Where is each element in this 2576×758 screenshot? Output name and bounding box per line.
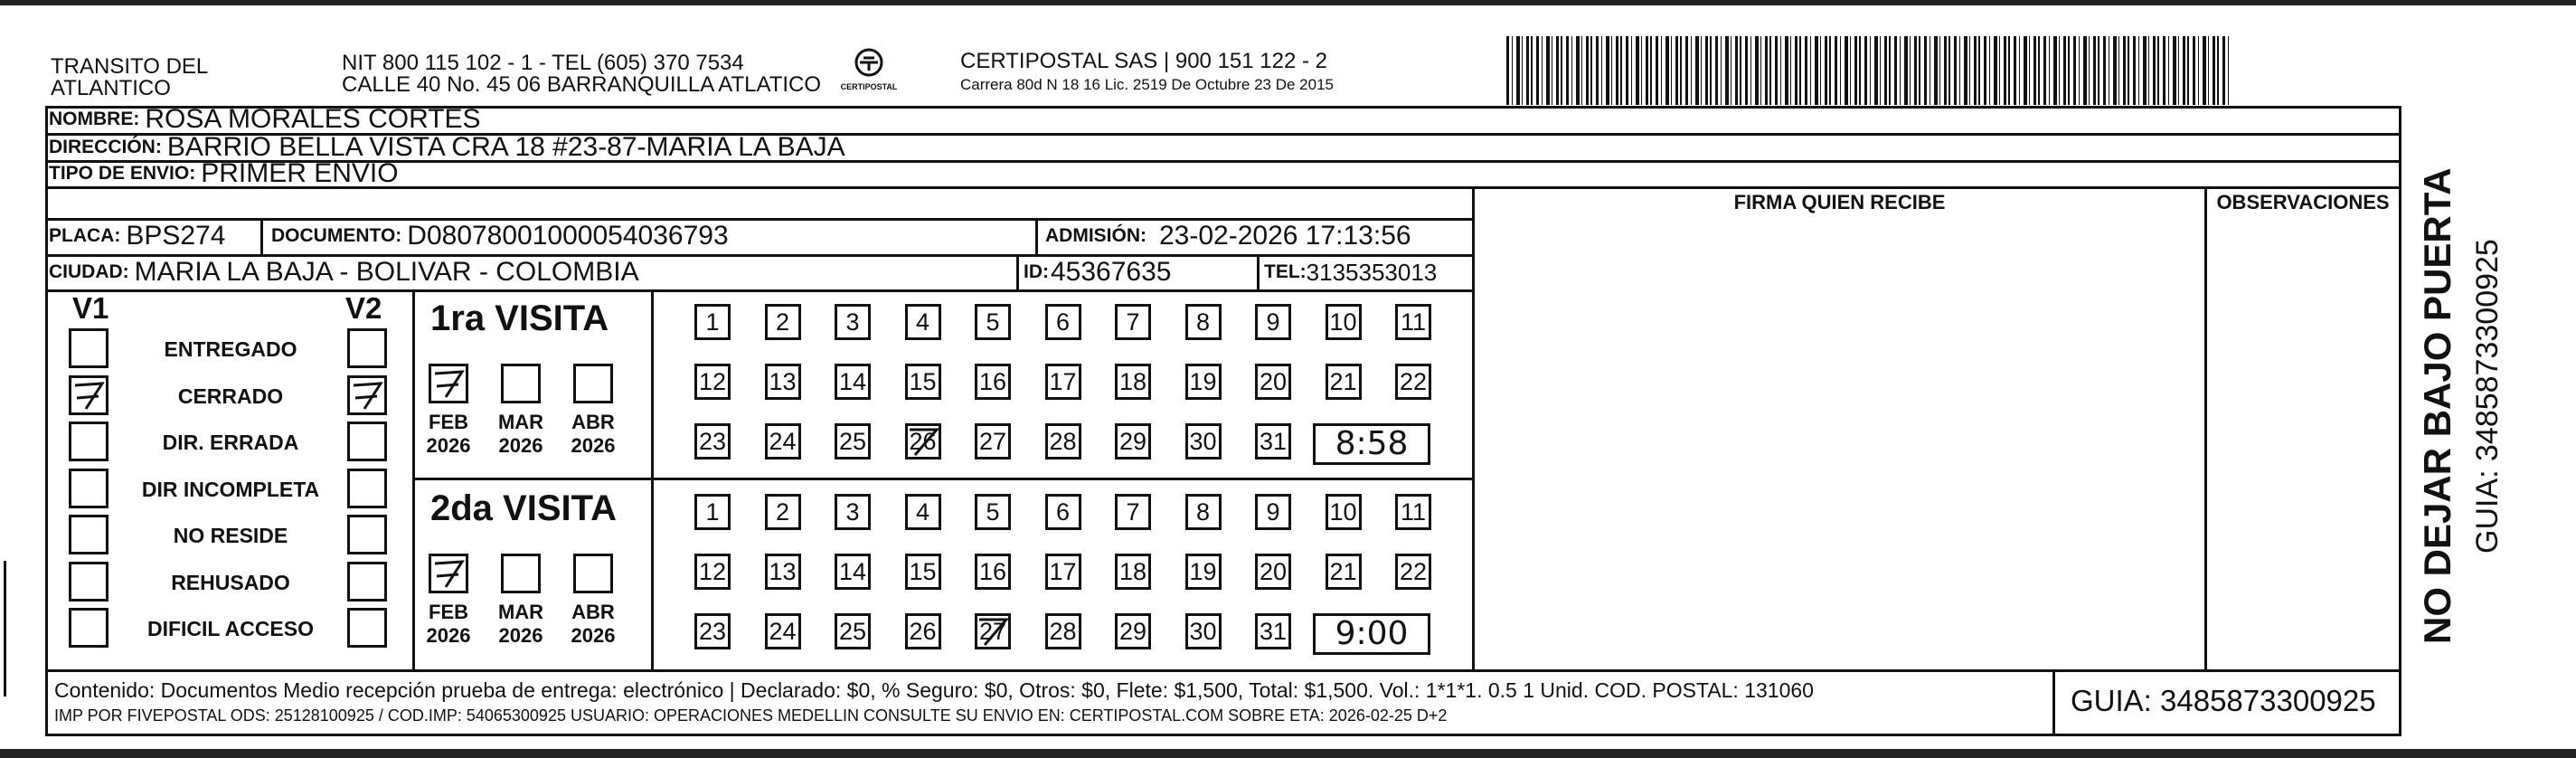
nit-line: NIT 800 115 102 - 1 - TEL (605) 370 7534	[342, 51, 744, 75]
company-name-line2: ATLANTICO	[51, 76, 171, 100]
visit2-day-box[interactable]: 19	[1185, 554, 1222, 590]
direccion-row	[49, 133, 845, 162]
nombre-row	[49, 105, 481, 134]
visit1-time: 8:58	[1313, 423, 1430, 465]
id-label: ID:	[1024, 261, 1049, 282]
id-row	[1024, 258, 1171, 287]
visit1-day-box[interactable]: 4	[905, 304, 941, 340]
tipo-envio-value: PRIMER ENVIO	[201, 158, 399, 188]
visit2-time: 9:00	[1313, 613, 1430, 655]
status-checkbox-v1[interactable]	[69, 328, 109, 368]
visit2-day-box[interactable]: 23	[694, 613, 731, 649]
visit2-day-box[interactable]: 6	[1045, 494, 1081, 530]
visit1-month-label	[494, 411, 548, 458]
status-label: REHUSADO	[171, 570, 290, 594]
direccion-value: BARRIO BELLA VISTA CRA 18 #23-87-MARIA LA BAJA	[166, 132, 845, 162]
left-margin-mark	[4, 561, 6, 696]
placa-row	[49, 222, 225, 251]
visit1-month-checkbox[interactable]	[573, 364, 613, 403]
visit1-day-box[interactable]: 25	[835, 423, 871, 460]
status-checkbox-v2[interactable]	[347, 608, 387, 648]
visit2-month-name: FEB	[429, 601, 468, 623]
status-checkbox-v2[interactable]	[347, 375, 387, 415]
status-checkbox-v2[interactable]	[347, 515, 387, 554]
visit1-month-name: MAR	[497, 411, 544, 433]
visit1-day-box[interactable]: 5	[975, 304, 1011, 340]
rule	[2204, 186, 2207, 671]
barcode	[1506, 36, 2230, 105]
visit2-day-box[interactable]: 12	[694, 554, 731, 590]
visit1-day-box[interactable]: 2	[765, 304, 801, 340]
firma-header: FIRMA QUIEN RECIBE	[1733, 191, 1946, 213]
status-checkbox-v1[interactable]	[69, 422, 109, 461]
observaciones-header: OBSERVACIONES	[2216, 191, 2390, 213]
visit1-day-box[interactable]: 1	[694, 304, 731, 340]
visit1-day-box[interactable]: 11	[1395, 304, 1431, 340]
side-guia: GUIA: 3485873300925	[2470, 239, 2505, 554]
visit1-day-box[interactable]: 27	[975, 423, 1011, 460]
visit2-month-year: 2026	[571, 624, 616, 647]
status-checkbox-v1[interactable]	[69, 515, 109, 554]
visit1-day-box[interactable]: 9	[1255, 304, 1291, 340]
visit2-month-year: 2026	[426, 624, 471, 647]
visit2-day-box[interactable]: 13	[765, 554, 801, 590]
company-name-line1: TRANSITO DEL	[51, 54, 209, 79]
visit2-day-box[interactable]: 7	[1115, 494, 1151, 530]
status-checkbox-v2[interactable]	[347, 422, 387, 461]
v1-header: V1	[72, 291, 109, 325]
visit2-day-box[interactable]: 22	[1395, 554, 1431, 590]
status-checkbox-v1[interactable]	[69, 469, 109, 508]
v2-header: V2	[345, 291, 382, 325]
rule	[412, 478, 1474, 480]
admision-row	[1045, 222, 1411, 251]
visit2-day-box[interactable]: 21	[1326, 554, 1362, 590]
visit1-day-box[interactable]: 28	[1045, 423, 1081, 460]
visit1-day-box[interactable]: 31	[1255, 423, 1291, 460]
visit2-day-box[interactable]: 1	[694, 494, 731, 530]
visit2-month-label	[566, 601, 620, 648]
tipo-envio-label: TIPO DE ENVIO:	[49, 163, 196, 184]
admision-value: 23-02-2026 17:13:56	[1159, 221, 1411, 251]
visit1-month-checkbox[interactable]	[429, 364, 468, 403]
visit1-month-checkbox[interactable]	[501, 364, 541, 403]
certipostal-logo	[837, 47, 901, 101]
status-label: DIR. ERRADA	[162, 431, 299, 454]
status-checkbox-v1[interactable]	[69, 562, 109, 602]
visit1-day-box[interactable]: 17	[1045, 364, 1081, 400]
rule	[45, 289, 1474, 292]
visit1-month-year: 2026	[571, 434, 616, 457]
visit1-month-label	[566, 411, 620, 458]
scan-edge-top	[0, 0, 2576, 5]
rule	[1035, 218, 1038, 254]
visit2-month-name: ABR	[571, 601, 615, 623]
placa-value: BPS274	[126, 221, 226, 251]
visit1-day-box[interactable]: 30	[1185, 423, 1222, 460]
documento-row	[271, 222, 729, 251]
scan-edge-bottom	[0, 749, 2576, 758]
ciudad-value: MARIA LA BAJA - BOLIVAR - COLOMBIA	[134, 257, 639, 287]
certipostal-info	[960, 51, 1334, 94]
address-line: CALLE 40 No. 45 06 BARRANQUILLA ATLATICO	[342, 72, 822, 97]
ciudad-row	[49, 258, 639, 287]
visit1-day-box[interactable]: 8	[1185, 304, 1222, 340]
status-label: CERRADO	[177, 384, 284, 408]
rule	[260, 218, 263, 254]
visit1-month-year: 2026	[426, 434, 471, 457]
company-name	[51, 56, 208, 99]
visit2-day-box[interactable]: 28	[1045, 613, 1081, 649]
visit2-month-checkbox[interactable]	[429, 554, 468, 593]
visit2-day-box[interactable]: 17	[1045, 554, 1081, 590]
visit1-day-box[interactable]: 18	[1115, 364, 1151, 400]
visit1-month-name: ABR	[571, 411, 615, 433]
visit2-title: 2da VISITA	[430, 488, 617, 528]
placa-label: PLACA:	[49, 225, 121, 246]
id-value: 45367635	[1051, 257, 1172, 287]
status-checkbox-v2[interactable]	[347, 328, 387, 368]
visit1-day-box[interactable]: 12	[694, 364, 731, 400]
company-info	[342, 52, 821, 96]
visit2-day-box[interactable]: 8	[1185, 494, 1222, 530]
nombre-label: NOMBRE:	[49, 109, 140, 129]
status-checkbox-v2[interactable]	[347, 469, 387, 508]
rule	[45, 669, 2401, 672]
visit1-day-box[interactable]: 20	[1255, 364, 1291, 400]
ciudad-label: CIUDAD:	[49, 261, 129, 282]
visit1-day-box[interactable]: 21	[1326, 364, 1362, 400]
visit1-month-name: FEB	[429, 411, 468, 433]
visit2-month-label	[421, 601, 476, 648]
visit2-month-year: 2026	[498, 624, 543, 647]
visit2-day-box[interactable]: 24	[765, 613, 801, 649]
visit2-day-box[interactable]: 9	[1255, 494, 1291, 530]
status-checkbox-v2[interactable]	[347, 562, 387, 602]
footer-contenido: Contenido: Documentos Medio recepción prueba de entrega: electrónico | Declarado: $0, % Seguro: $0, Otros: $0, Flete: $1,500, Total: $1,500. Vol.: 1*1*1. 0.5 1 Unid. COD. POSTAL: 131060	[54, 678, 1814, 702]
certipostal-line1: CERTIPOSTAL SAS | 900 151 122 - 2	[960, 49, 1327, 73]
visit1-day-box[interactable]: 19	[1185, 364, 1222, 400]
visit2-day-box[interactable]: 15	[905, 554, 941, 590]
visit1-day-box[interactable]: 16	[975, 364, 1011, 400]
visit2-day-box[interactable]: 29	[1115, 613, 1151, 649]
certipostal-line2: Carrera 80d N 18 16 Lic. 2519 De Octubre 23 De 2015	[960, 76, 1334, 93]
tipo-envio-row	[49, 159, 399, 188]
side-warning: NO DEJAR BAJO PUERTA	[2416, 167, 2458, 644]
rule	[2052, 669, 2055, 736]
visit1-day-box[interactable]: 6	[1045, 304, 1081, 340]
visit2-month-label	[494, 601, 548, 648]
admision-label: ADMISIÓN:	[1045, 225, 1146, 246]
visit1-month-label	[421, 411, 476, 458]
visit1-day-box[interactable]: 26	[905, 423, 941, 460]
footer-imp: IMP POR FIVEPOSTAL ODS: 25128100925 / COD.IMP: 54065300925 USUARIO: OPERACIONES MEDELLIN CONSULTE SU ENVIO EN: CERTIPOSTAL.COM SOBRE ETA: 2026-02-25 D+2	[54, 706, 1448, 725]
status-label: NO RESIDE	[173, 524, 288, 547]
tel-row	[1264, 258, 1437, 287]
visit1-day-box[interactable]: 24	[765, 423, 801, 460]
visit2-day-box[interactable]: 30	[1185, 613, 1222, 649]
nombre-value: ROSA MORALES CORTES	[145, 104, 481, 134]
visit2-day-box[interactable]: 18	[1115, 554, 1151, 590]
visit2-day-box[interactable]: 16	[975, 554, 1011, 590]
visit2-day-box[interactable]: 11	[1395, 494, 1431, 530]
visit2-day-box[interactable]: 10	[1326, 494, 1362, 530]
visit2-day-box[interactable]: 4	[905, 494, 941, 530]
status-label: ENTREGADO	[164, 337, 297, 361]
logo-text: CERTIPOSTAL	[840, 82, 898, 91]
visit2-day-box[interactable]: 14	[835, 554, 871, 590]
visit1-day-box[interactable]: 7	[1115, 304, 1151, 340]
rule	[1016, 254, 1019, 290]
visit1-day-box[interactable]: 10	[1326, 304, 1362, 340]
status-label: DIR INCOMPLETA	[141, 477, 320, 501]
visit2-month-checkbox[interactable]	[501, 554, 541, 593]
visit2-day-box[interactable]: 25	[835, 613, 871, 649]
visit1-day-box[interactable]: 29	[1115, 423, 1151, 460]
visit2-day-box[interactable]: 31	[1255, 613, 1291, 649]
visit2-month-checkbox[interactable]	[573, 554, 613, 593]
documento-label: DOCUMENTO:	[271, 225, 402, 246]
visit1-day-box[interactable]: 3	[835, 304, 871, 340]
rule	[1472, 186, 1475, 671]
visit1-title: 1ra VISITA	[430, 298, 609, 338]
status-checkbox-v1[interactable]	[69, 375, 109, 415]
status-label: DIFICIL ACCESO	[146, 617, 314, 640]
visit2-day-box[interactable]: 26	[905, 613, 941, 649]
visit2-day-box[interactable]: 5	[975, 494, 1011, 530]
visit1-month-year: 2026	[498, 434, 543, 457]
tel-value: 3135353013	[1306, 258, 1438, 286]
visit1-day-box[interactable]: 14	[835, 364, 871, 400]
visit2-day-box[interactable]: 2	[765, 494, 801, 530]
visit2-day-box[interactable]: 3	[835, 494, 871, 530]
visit2-day-box[interactable]: 27	[975, 613, 1011, 649]
visit1-day-box[interactable]: 22	[1395, 364, 1431, 400]
tel-label: TEL:	[1264, 261, 1307, 282]
logo-icon	[851, 47, 887, 78]
visit2-day-box[interactable]: 20	[1255, 554, 1291, 590]
visit2-month-name: MAR	[497, 601, 544, 623]
rule	[1257, 254, 1260, 290]
visit1-day-box[interactable]: 13	[765, 364, 801, 400]
visit1-day-box[interactable]: 23	[694, 423, 731, 460]
documento-value: D08078001000054036793	[407, 221, 729, 251]
visit1-day-box[interactable]: 15	[905, 364, 941, 400]
direccion-label: DIRECCIÓN:	[49, 137, 162, 157]
footer-guia: GUIA: 3485873300925	[2071, 684, 2376, 717]
status-checkbox-v1[interactable]	[69, 608, 109, 648]
